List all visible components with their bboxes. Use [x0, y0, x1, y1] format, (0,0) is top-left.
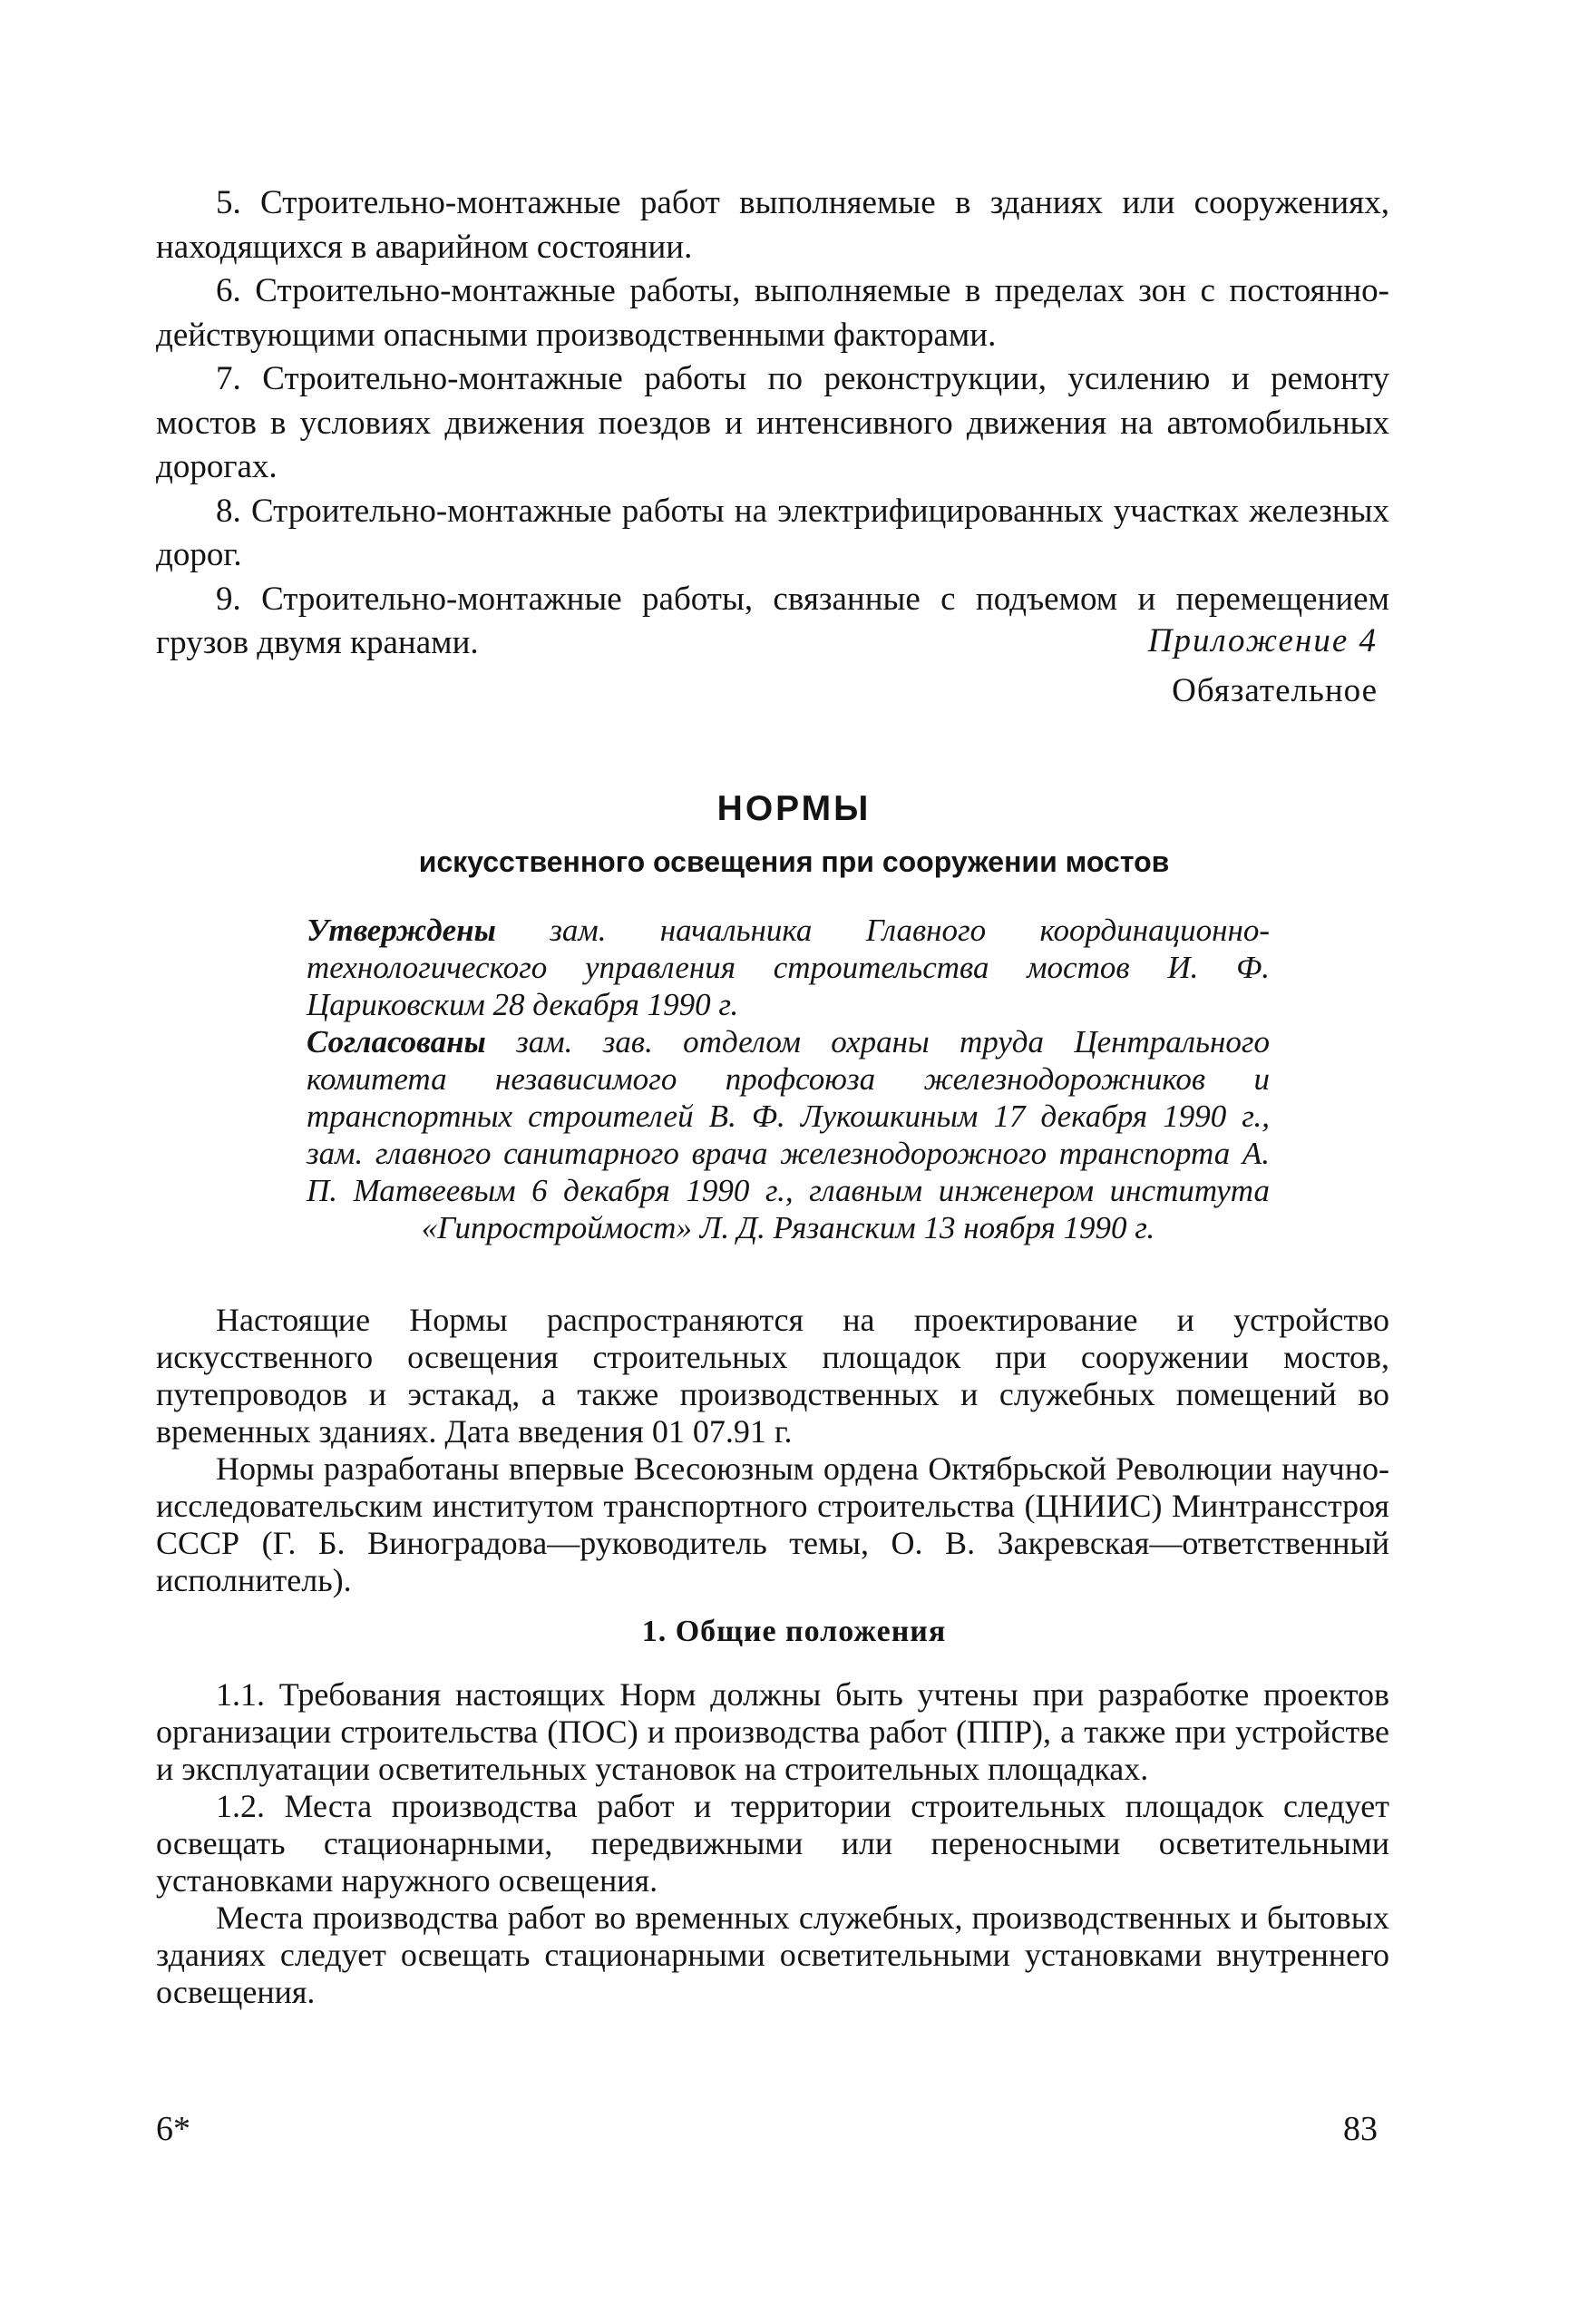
section-body [156, 1676, 1389, 2011]
section-paragraph: Места производства работ во временных служебных, производственных и бытовых зданиях следует освещать стационарными осветительными установками внутреннего освещения. [156, 1899, 1389, 2010]
agreed-lead: Согласованы [307, 1024, 486, 1059]
list-item: 9. Строительно-монтажные работы, связанные с подъемом и перемещением грузов двумя кранами. [156, 580, 1389, 661]
work-list [156, 181, 1389, 666]
document-subtitle: искусственного освещения при сооружении мостов [418, 845, 1170, 878]
approved-text: зам. начальника Главного координационно-технологического управления строительства мостов И. Ф. Цариковским 28 декабря 1990 г. [307, 913, 1270, 1022]
approved-lead: Утверждены [307, 913, 496, 948]
agreement-statement [307, 1023, 1270, 1246]
list-item: 5. Строительно-монтажные работ выполняемые в зданиях или сооружениях, находящихся в аварийном состоянии. [156, 184, 1389, 266]
approval-statement [307, 912, 1270, 1023]
list-item: 8. Строительно-монтажные работы на электрифицированных участках железных дорог. [156, 492, 1389, 573]
authors-paragraph: Нормы разработаны впервые Всесоюзным ордена Октябрьской Революции научно-исследовательским институтом транспортного строительства (ЦНИИС) Минтрансстроя СССР (Г. Б. Виноградова—руководитель темы, О. В. Закревская—ответственный исполнитель). [156, 1450, 1389, 1598]
list-item: 7. Строительно-монтажные работы по реконструкции, усилению и ремонту мостов в условиях движения поездов и интенсивного движения на автомобильных дорогах. [156, 360, 1389, 485]
signature-mark: 6* [156, 2110, 190, 2148]
section-paragraph: 1.1. Требования настоящих Норм должны быть учтены при разработке проектов организации строительства (ПОС) и производства работ (ППР), а также при устройстве и эксплуатации осветительных установок на строительных площадках. [156, 1676, 1389, 1787]
intro-section [156, 1302, 1389, 1599]
appendix-label: Приложение 4 [1147, 622, 1378, 659]
document-title: НОРМЫ [716, 789, 872, 828]
appendix-status: Обязательное [1172, 672, 1378, 709]
section-paragraph: 1.2. Места производства работ и территории строительных площадок следует освещать стационарными, передвижными или переносными осветительными установками наружного освещения. [156, 1788, 1389, 1899]
page-number: 83 [1343, 2110, 1378, 2148]
scope-paragraph: Настоящие Нормы распространяются на проектирование и устройство искусственного освещения строительных площадок при сооружении мостов, путепроводов и эстакад, а также производственных и служебных помещений во временных зданиях. Дата введения 01 07.91 г. [156, 1302, 1389, 1450]
section-heading: 1. Общие положения [641, 1615, 947, 1648]
agreed-text: зам. зав. отделом охраны труда Центрального комитета независимого профсоюза железнодорожников и транспортных строителей В. Ф. Лукошкиным 17 декабря 1990 г., зам. главного санитарного врача железнодорожного транспорта А. П. Матвеевым 6 декабря 1990 г., главным инженером института «Гипростроймост» Л. Д. Рязанским 13 ноября 1990 г. [307, 1024, 1270, 1245]
list-item: 6. Строительно-монтажные работы, выполняемые в пределах зон с постоянно-действующими опасными производственными факторами. [156, 272, 1389, 354]
